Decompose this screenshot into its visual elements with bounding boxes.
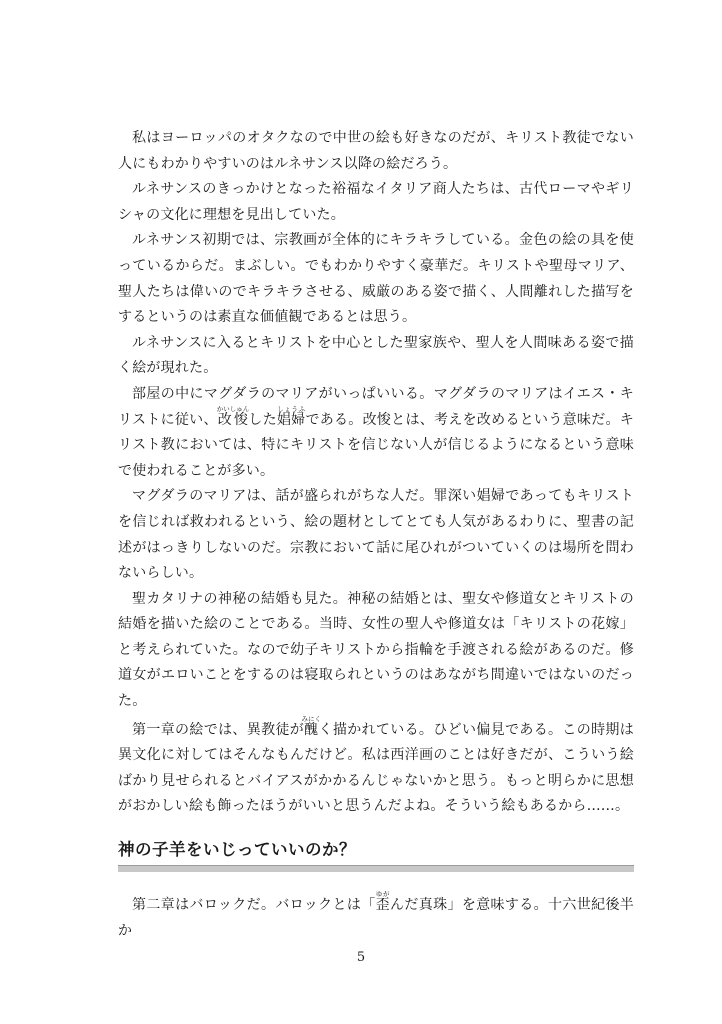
paragraph-2: ルネサンスのきっかけとなった裕福なイタリア商人たちは、古代ローマやギリシャの文化に理想を見出していた。 <box>118 181 634 223</box>
ruby-minikuku-base: 醜 <box>301 721 321 738</box>
ruby-yuganda-reading: ゆが <box>375 890 390 899</box>
paragraph-5-text-b: した <box>248 411 277 428</box>
ruby-shoufu <box>276 404 306 428</box>
page-body <box>118 126 634 944</box>
ruby-kaishun-reading: かいしゅん <box>216 404 250 413</box>
ruby-minikuku <box>301 714 322 738</box>
ruby-shoufu-base: 娼婦 <box>276 411 306 428</box>
paragraph-8-text-b: く描かれている。ひどい偏見である。この時期は異文化に対してはそんなもんだけど。私は西洋画のことは好きだが、こういう絵ばかり見せられるとバイアスがかかるんじゃないかと思う。もっと明らかに思想がおかしい絵も飾ったほうがいいと思うんだよね。そういう絵もあるから……。 <box>118 721 634 815</box>
paragraph-9-text-a: 第二章はバロックだ。バロックとは「 <box>132 897 376 914</box>
paragraph-6: マグダラのマリアは、話が盛られがちな人だ。罪深い娼婦であってもキリストを信じれば救われるという、絵の題材としてとても人気があるわりに、聖書の記述がはっきりしないのだ。宗教において話に尾ひれがついていくのは場所を問わないらしい。 <box>118 488 634 582</box>
paragraph-5-text-c: である。改悛とは、考えを改めるという意味だ。キリスト教においては、特にキリストを信じない人が信じるようになるという意味で使われることが多い。 <box>118 411 634 479</box>
paragraph-9-text-b: んだ真珠」を意味する。十六世紀後半か <box>118 897 635 939</box>
paragraph-9 <box>118 890 634 944</box>
ruby-yuganda-base: 歪 <box>375 897 390 914</box>
ruby-kaishun <box>216 404 250 428</box>
ruby-minikuku-reading: みにく <box>301 714 322 723</box>
paragraph-5-text-a: 部屋の中にマグダラのマリアがいっぱいいる。マグダラのマリアはイエス・キリストに従い、 <box>118 385 634 428</box>
paragraph-4: ルネサンスに入るとキリストを中心とした聖家族や、聖人を人間味ある姿で描く絵が現れた。 <box>118 334 634 377</box>
page-number: 5 <box>356 950 366 965</box>
paragraph-3: ルネサンス初期では、宗教画が全体的にキラキラしている。金色の絵の具を使っているからだ。まぶしい。でもわかりやすく豪華だ。キリストや聖母マリア、聖人たちは偉いのでキラキラさせる、威厳のある姿で描く、人間離れした描写をするというのは素直な価値観であるとは思う。 <box>118 232 634 326</box>
heading-underline <box>118 865 634 872</box>
paragraph-7: 聖カタリナの神秘の結婚も見た。神秘の結婚とは、聖女や修道女とキリストの結婚を描いた絵のことである。当時、女性の聖人や修道女は「キリストの花嫁」と考えられていた。なので幼子キリストから指輪を手渡される絵があるのだ。修道女がエロいことをするのは寝取られというのはあながち間違いではないのだった。 <box>118 590 634 710</box>
ruby-kaishun-base: 改悛 <box>216 411 250 428</box>
paragraph-1: 私はヨーロッパのオタクなので中世の絵も好きなのだが、キリスト教徒でない人にもわかりやすいのはルネサンス以降の絵だろう。 <box>118 130 634 172</box>
paragraph-5 <box>118 382 634 484</box>
paragraph-8 <box>118 715 634 820</box>
section-heading: 神の子羊をいじっていいのか？ <box>118 840 356 860</box>
ruby-shoufu-reading: しょうふ <box>276 404 306 413</box>
ruby-yuganda <box>375 890 390 914</box>
paragraph-8-text-a: 第一章の絵では、異教徒が <box>132 721 305 738</box>
